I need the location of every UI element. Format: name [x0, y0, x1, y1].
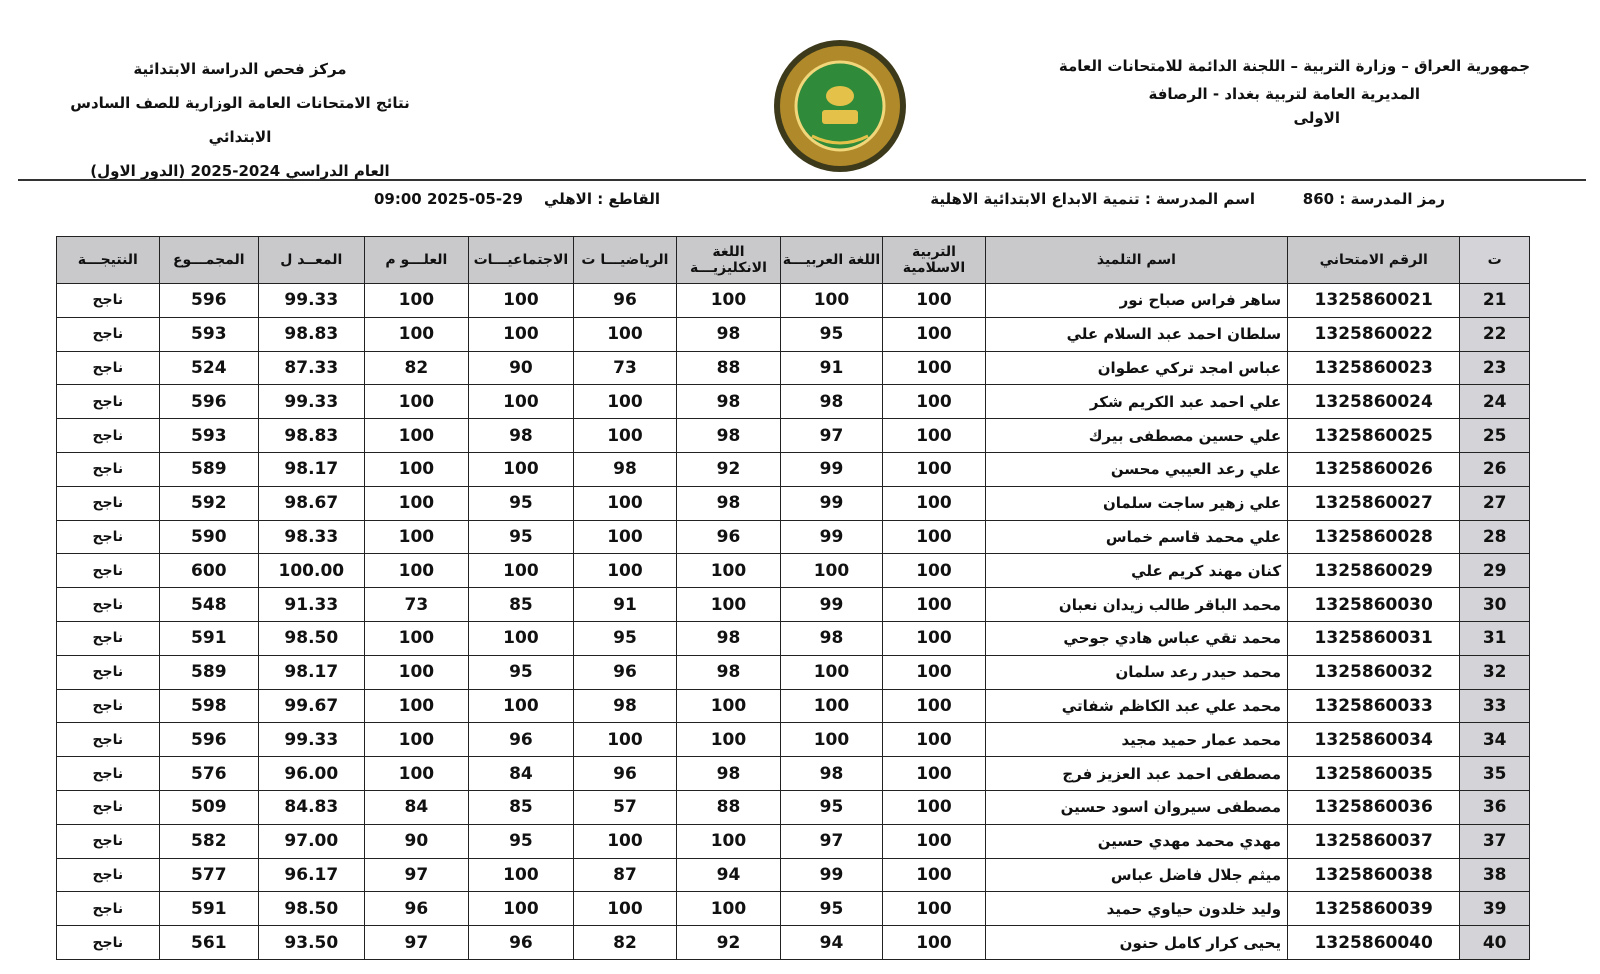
row-index: 39: [1460, 892, 1530, 926]
score-social: 85: [469, 588, 574, 622]
total: 561: [159, 926, 258, 960]
total: 592: [159, 486, 258, 520]
score-english: 100: [677, 689, 781, 723]
total: 596: [159, 284, 258, 318]
result: ناجح: [57, 317, 160, 351]
exam-number: 1325860040: [1288, 926, 1460, 960]
result: ناجح: [57, 284, 160, 318]
result: ناجح: [57, 892, 160, 926]
exam-number: 1325860034: [1288, 723, 1460, 757]
total: 589: [159, 452, 258, 486]
score-science: 100: [364, 317, 469, 351]
exam-number: 1325860032: [1288, 655, 1460, 689]
table-row: [57, 621, 1530, 655]
score-english: 98: [677, 317, 781, 351]
academic-year: العام الدراسي 2024-2025 (الدور الاول): [90, 162, 390, 180]
header-divider: [18, 179, 1586, 181]
score-islamic: 100: [883, 621, 986, 655]
score-english: 98: [677, 486, 781, 520]
score-english: 98: [677, 419, 781, 453]
table-row: [57, 926, 1530, 960]
student-name: علي رعد العيبي محسن: [985, 452, 1287, 486]
score-arabic: 94: [780, 926, 883, 960]
average: 98.83: [259, 317, 365, 351]
exam-number: 1325860037: [1288, 824, 1460, 858]
score-islamic: 100: [883, 385, 986, 419]
score-math: 98: [573, 689, 677, 723]
score-arabic: 98: [780, 385, 883, 419]
score-english: 98: [677, 655, 781, 689]
score-science: 100: [364, 655, 469, 689]
table-row: [57, 689, 1530, 723]
header-ministry: [1010, 52, 1530, 128]
student-name: علي محمد قاسم خماس: [985, 520, 1287, 554]
score-science: 100: [364, 554, 469, 588]
average: 91.33: [259, 588, 365, 622]
score-islamic: 100: [883, 892, 986, 926]
result: ناجح: [57, 452, 160, 486]
score-arabic: 100: [780, 723, 883, 757]
results-table: [56, 236, 1530, 960]
score-social: 100: [469, 689, 574, 723]
col-islamic: التربية الاسلامية: [883, 237, 986, 284]
score-english: 88: [677, 351, 781, 385]
exam-number: 1325860027: [1288, 486, 1460, 520]
score-english: 98: [677, 757, 781, 791]
result: ناجح: [57, 858, 160, 892]
sector: القاطع : الاهلي: [543, 190, 660, 208]
average: 98.17: [259, 655, 365, 689]
table-row: [57, 554, 1530, 588]
row-index: 27: [1460, 486, 1530, 520]
score-math: 100: [573, 419, 677, 453]
row-index: 30: [1460, 588, 1530, 622]
table-row: [57, 892, 1530, 926]
average: 100.00: [259, 554, 365, 588]
score-english: 96: [677, 520, 781, 554]
row-index: 25: [1460, 419, 1530, 453]
row-index: 21: [1460, 284, 1530, 318]
total: 598: [159, 689, 258, 723]
header-center: [40, 52, 440, 188]
table-row: [57, 723, 1530, 757]
result: ناجح: [57, 621, 160, 655]
score-english: 100: [677, 554, 781, 588]
exam-number: 1325860023: [1288, 351, 1460, 385]
result: ناجح: [57, 790, 160, 824]
average: 96.00: [259, 757, 365, 791]
average: 99.33: [259, 284, 365, 318]
score-english: 100: [677, 824, 781, 858]
table-row: [57, 588, 1530, 622]
row-index: 31: [1460, 621, 1530, 655]
score-english: 100: [677, 892, 781, 926]
total: 596: [159, 385, 258, 419]
student-name: محمد حيدر رعد سلمان: [985, 655, 1287, 689]
score-social: 90: [469, 351, 574, 385]
row-index: 29: [1460, 554, 1530, 588]
score-social: 95: [469, 824, 574, 858]
average: 99.67: [259, 689, 365, 723]
score-islamic: 100: [883, 486, 986, 520]
result: ناجح: [57, 689, 160, 723]
score-arabic: 99: [780, 486, 883, 520]
row-index: 38: [1460, 858, 1530, 892]
table-row: [57, 486, 1530, 520]
score-science: 100: [364, 452, 469, 486]
student-name: علي زهير ساجت سلمان: [985, 486, 1287, 520]
average: 97.00: [259, 824, 365, 858]
exam-number: 1325860039: [1288, 892, 1460, 926]
score-islamic: 100: [883, 419, 986, 453]
score-math: 87: [573, 858, 677, 892]
score-islamic: 100: [883, 689, 986, 723]
score-science: 84: [364, 790, 469, 824]
score-science: 100: [364, 689, 469, 723]
exam-number: 1325860030: [1288, 588, 1460, 622]
total: 590: [159, 520, 258, 554]
result: ناجح: [57, 655, 160, 689]
average: 98.67: [259, 486, 365, 520]
result: ناجح: [57, 926, 160, 960]
score-social: 100: [469, 284, 574, 318]
score-social: 95: [469, 655, 574, 689]
total: 589: [159, 655, 258, 689]
score-islamic: 100: [883, 790, 986, 824]
average: 98.50: [259, 621, 365, 655]
result: ناجح: [57, 554, 160, 588]
score-arabic: 98: [780, 621, 883, 655]
score-arabic: 100: [780, 284, 883, 318]
col-total: المجمـــوع: [159, 237, 258, 284]
score-math: 95: [573, 621, 677, 655]
score-social: 96: [469, 723, 574, 757]
table-row: [57, 858, 1530, 892]
student-name: ميثم جلال فاضل عباس: [985, 858, 1287, 892]
score-math: 100: [573, 486, 677, 520]
score-math: 100: [573, 554, 677, 588]
student-name: علي حسين مصطفى بيرك: [985, 419, 1287, 453]
score-math: 96: [573, 655, 677, 689]
result: ناجح: [57, 588, 160, 622]
score-math: 57: [573, 790, 677, 824]
student-name: مصطفى احمد عبد العزيز فرج: [985, 757, 1287, 791]
student-name: ساهر فراس صباح نور: [985, 284, 1287, 318]
score-islamic: 100: [883, 926, 986, 960]
total: 591: [159, 621, 258, 655]
table-header-row: [57, 237, 1530, 284]
score-social: 96: [469, 926, 574, 960]
score-arabic: 97: [780, 419, 883, 453]
score-islamic: 100: [883, 452, 986, 486]
total: 524: [159, 351, 258, 385]
result: ناجح: [57, 757, 160, 791]
score-islamic: 100: [883, 317, 986, 351]
student-name: محمد الباقر طالب زيدان نعبان: [985, 588, 1287, 622]
student-name: علي احمد عبد الكريم شكر: [985, 385, 1287, 419]
score-social: 100: [469, 554, 574, 588]
col-arabic: اللغة العربيـــة: [780, 237, 883, 284]
score-math: 100: [573, 824, 677, 858]
row-index: 24: [1460, 385, 1530, 419]
school-code: رمز المدرسة : 860: [1302, 190, 1445, 208]
score-social: 100: [469, 858, 574, 892]
score-math: 96: [573, 757, 677, 791]
score-english: 98: [677, 385, 781, 419]
directorate-title: المديرية العامة لتربية بغداد - الرصافة: [1148, 85, 1420, 103]
score-arabic: 97: [780, 824, 883, 858]
score-science: 96: [364, 892, 469, 926]
student-name: عباس امجد تركي عطوان: [985, 351, 1287, 385]
total: 591: [159, 892, 258, 926]
score-math: 82: [573, 926, 677, 960]
score-arabic: 99: [780, 858, 883, 892]
score-science: 100: [364, 723, 469, 757]
row-index: 34: [1460, 723, 1530, 757]
score-social: 84: [469, 757, 574, 791]
score-math: 100: [573, 723, 677, 757]
col-name: اسم التلميذ: [985, 237, 1287, 284]
total: 509: [159, 790, 258, 824]
student-name: وليد خلدون حياوي حميد: [985, 892, 1287, 926]
exam-number: 1325860028: [1288, 520, 1460, 554]
score-islamic: 100: [883, 588, 986, 622]
score-arabic: 100: [780, 554, 883, 588]
student-name: مهدي محمد مهدي حسين: [985, 824, 1287, 858]
table-row: [57, 452, 1530, 486]
student-name: مصطفى سيروان اسود حسين: [985, 790, 1287, 824]
score-islamic: 100: [883, 824, 986, 858]
student-name: محمد علي عبد الكاظم شفاتي: [985, 689, 1287, 723]
average: 99.33: [259, 723, 365, 757]
col-idx: ت: [1460, 237, 1530, 284]
score-islamic: 100: [883, 723, 986, 757]
result: ناجح: [57, 824, 160, 858]
score-social: 85: [469, 790, 574, 824]
score-islamic: 100: [883, 858, 986, 892]
exam-number: 1325860038: [1288, 858, 1460, 892]
average: 98.50: [259, 892, 365, 926]
exam-number: 1325860025: [1288, 419, 1460, 453]
table-row: [57, 824, 1530, 858]
student-name: سلطان احمد عبد السلام علي: [985, 317, 1287, 351]
score-english: 100: [677, 588, 781, 622]
total: 596: [159, 723, 258, 757]
row-index: 22: [1460, 317, 1530, 351]
score-arabic: 100: [780, 689, 883, 723]
result: ناجح: [57, 520, 160, 554]
row-index: 32: [1460, 655, 1530, 689]
score-science: 100: [364, 284, 469, 318]
score-arabic: 99: [780, 588, 883, 622]
score-english: 94: [677, 858, 781, 892]
score-arabic: 91: [780, 351, 883, 385]
row-index: 37: [1460, 824, 1530, 858]
table-row: [57, 520, 1530, 554]
score-math: 100: [573, 520, 677, 554]
col-science: العلـــو م: [364, 237, 469, 284]
result: ناجح: [57, 385, 160, 419]
student-name: كنان مهند كريم علي: [985, 554, 1287, 588]
score-social: 100: [469, 317, 574, 351]
table-row: [57, 351, 1530, 385]
col-average: المعــد ل: [259, 237, 365, 284]
school-name: اسم المدرسة : تنمية الابداع الابتدائية الاهلية: [930, 190, 1255, 208]
exam-number: 1325860026: [1288, 452, 1460, 486]
student-name: يحيى كرار كامل حنون: [985, 926, 1287, 960]
total: 548: [159, 588, 258, 622]
score-science: 82: [364, 351, 469, 385]
score-islamic: 100: [883, 351, 986, 385]
score-social: 100: [469, 452, 574, 486]
center-title: مركز فحص الدراسة الابتدائية: [133, 60, 347, 78]
row-index: 23: [1460, 351, 1530, 385]
score-english: 92: [677, 452, 781, 486]
row-index: 28: [1460, 520, 1530, 554]
score-science: 90: [364, 824, 469, 858]
average: 99.33: [259, 385, 365, 419]
average: 93.50: [259, 926, 365, 960]
ministry-seal-logo: [772, 38, 908, 174]
col-social: الاجتماعيـــات: [469, 237, 574, 284]
score-social: 100: [469, 892, 574, 926]
total: 593: [159, 419, 258, 453]
student-name: محمد عمار حميد مجيد: [985, 723, 1287, 757]
student-name: محمد تقي عباس هادي جوحي: [985, 621, 1287, 655]
results-title: نتائج الامتحانات العامة الوزارية للصف السادس الابتدائي: [70, 94, 410, 146]
score-social: 100: [469, 621, 574, 655]
average: 98.83: [259, 419, 365, 453]
table-row: [57, 317, 1530, 351]
table-row: [57, 757, 1530, 791]
score-islamic: 100: [883, 554, 986, 588]
score-islamic: 100: [883, 655, 986, 689]
exam-number: 1325860024: [1288, 385, 1460, 419]
exam-datetime: 2025-05-29 09:00: [374, 190, 523, 208]
score-arabic: 99: [780, 520, 883, 554]
result: ناجح: [57, 486, 160, 520]
table-row: [57, 790, 1530, 824]
score-social: 95: [469, 520, 574, 554]
score-arabic: 95: [780, 317, 883, 351]
score-science: 100: [364, 419, 469, 453]
score-science: 100: [364, 757, 469, 791]
score-math: 73: [573, 351, 677, 385]
score-science: 100: [364, 520, 469, 554]
score-science: 97: [364, 926, 469, 960]
exam-number: 1325860022: [1288, 317, 1460, 351]
score-math: 100: [573, 385, 677, 419]
col-math: الرياضيـــا ت: [573, 237, 677, 284]
average: 96.17: [259, 858, 365, 892]
table-row: [57, 655, 1530, 689]
col-result: النتيجـــة: [57, 237, 160, 284]
score-science: 97: [364, 858, 469, 892]
score-english: 88: [677, 790, 781, 824]
score-science: 73: [364, 588, 469, 622]
score-social: 98: [469, 419, 574, 453]
total: 576: [159, 757, 258, 791]
score-science: 100: [364, 486, 469, 520]
row-index: 35: [1460, 757, 1530, 791]
result: ناجح: [57, 419, 160, 453]
score-arabic: 98: [780, 757, 883, 791]
directorate-sub: الاولى: [1293, 109, 1340, 127]
result: ناجح: [57, 351, 160, 385]
ministry-title: جمهورية العراق – وزارة التربية – اللجنة الدائمة للامتحانات العامة: [1058, 57, 1530, 75]
score-math: 96: [573, 284, 677, 318]
total: 600: [159, 554, 258, 588]
row-index: 36: [1460, 790, 1530, 824]
score-islamic: 100: [883, 757, 986, 791]
score-english: 98: [677, 621, 781, 655]
score-science: 100: [364, 385, 469, 419]
score-math: 91: [573, 588, 677, 622]
score-social: 95: [469, 486, 574, 520]
score-math: 100: [573, 317, 677, 351]
col-exam-no: الرقم الامتحاني: [1288, 237, 1460, 284]
score-social: 100: [469, 385, 574, 419]
row-index: 33: [1460, 689, 1530, 723]
score-english: 100: [677, 284, 781, 318]
table-row: [57, 419, 1530, 453]
score-arabic: 95: [780, 790, 883, 824]
total: 582: [159, 824, 258, 858]
score-arabic: 99: [780, 452, 883, 486]
score-math: 98: [573, 452, 677, 486]
col-english: اللغة الانكليزيـــة: [677, 237, 781, 284]
score-math: 100: [573, 892, 677, 926]
row-index: 40: [1460, 926, 1530, 960]
result: ناجح: [57, 723, 160, 757]
average: 98.17: [259, 452, 365, 486]
score-islamic: 100: [883, 520, 986, 554]
score-english: 100: [677, 723, 781, 757]
row-index: 26: [1460, 452, 1530, 486]
exam-number: 1325860031: [1288, 621, 1460, 655]
table-row: [57, 284, 1530, 318]
exam-number: 1325860036: [1288, 790, 1460, 824]
average: 84.83: [259, 790, 365, 824]
exam-number: 1325860029: [1288, 554, 1460, 588]
exam-number: 1325860033: [1288, 689, 1460, 723]
table-row: [57, 385, 1530, 419]
score-science: 100: [364, 621, 469, 655]
score-arabic: 100: [780, 655, 883, 689]
score-islamic: 100: [883, 284, 986, 318]
score-arabic: 95: [780, 892, 883, 926]
average: 87.33: [259, 351, 365, 385]
total: 577: [159, 858, 258, 892]
exam-number: 1325860021: [1288, 284, 1460, 318]
average: 98.33: [259, 520, 365, 554]
total: 593: [159, 317, 258, 351]
score-english: 92: [677, 926, 781, 960]
exam-number: 1325860035: [1288, 757, 1460, 791]
